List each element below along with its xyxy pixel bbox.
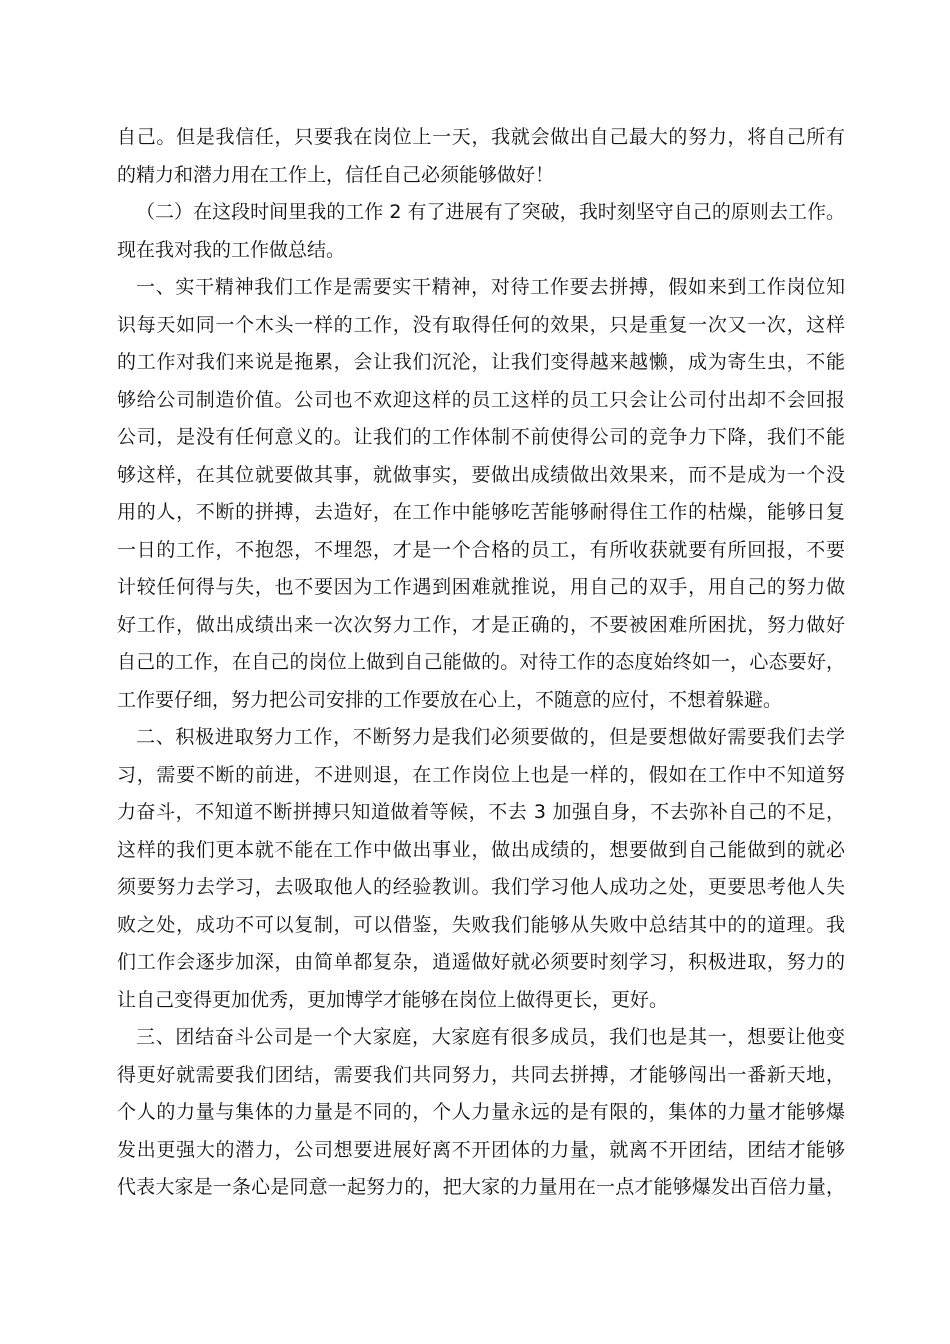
text-line: 须要努力去学习，去吸取他人的经验教训。我们学习他人成功之处，更要思考他人失 [117,876,845,898]
text-line: 的精力和潜力用在工作上，信任自己必须能够做好！ [117,163,555,186]
text-line: 败之处，成功不可以复制，可以借鉴，失败我们能够从失败中总结其中的的道理。我 [117,913,845,936]
text-line: 用的人，不断的拼搏，去造好，在工作中能够吃苦能够耐得住工作的枯燥，能够日复 [117,501,845,523]
text-line: 发出更强大的潜力，公司想要进展好离不开团体的力量，就离不开团结，团结才能够 [117,1138,845,1161]
text-line: 一、实干精神我们工作是需要实干精神，对待工作要去拼搏，假如来到工作岗位知 [136,276,845,298]
paragraph-proactive-effort [117,719,845,1019]
text-line: 这样的我们更本就不能在工作中做出事业，做出成绩的，想要做到自己能做到的就必 [117,838,845,861]
text-line: 公司，是没有任何意义的。让我们的工作体制不前使得公司的竞争力下降，我们不能 [117,426,845,448]
text-line: 够给公司制造价值。公司也不欢迎这样的员工这样的员工只会让公司付出却不会回报 [117,388,845,411]
text-line: 二、积极进取努力工作，不断努力是我们必须要做的，但是要想做好需要我们去学 [136,726,845,748]
paragraph-continuation [117,119,845,194]
text-line: 们工作会逐步加深，由简单都复杂，逍遥做好就必须要时刻学习，积极进取，努力的 [117,951,845,973]
text-line: 识每天如同一个木头一样的工作，没有取得任何的效果，只是重复一次又一次，这样 [117,313,845,336]
paragraph-practical-spirit [117,269,845,719]
paragraph-section-two-intro [117,194,845,269]
text-line: （二）在这段时间里我的工作 2 有了进展有了突破，我时刻坚守自己的原则去工作。 [136,201,845,223]
text-line: 代表大家是一条心是同意一起努力的，把大家的力量用在一点才能够爆发出百倍力量， [117,1176,845,1198]
text-line: 力奋斗，不知道不断拼搏只知道做着等候，不去 3 加强自身，不去弥补自己的不足， [117,801,845,823]
text-line: 让自己变得更加优秀，更加博学才能够在岗位上做得更长，更好。 [117,988,669,1011]
text-line: 现在我对我的工作做总结。 [117,238,346,261]
text-line: 计较任何得与失，也不要因为工作遇到困难就推说，用自己的双手，用自己的努力做 [117,576,845,598]
text-line: 工作要仔细，努力把公司安排的工作要放在心上，不随意的应付，不想着躲避。 [117,688,783,711]
text-line: 三、团结奋斗公司是一个大家庭，大家庭有很多成员，我们也是其一，想要让他变 [136,1026,845,1048]
text-line: 习，需要不断的前进，不进则退，在工作岗位上也是一样的，假如在工作中不知道努 [117,763,845,786]
text-line: 的工作对我们来说是拖累，会让我们沉沦，让我们变得越来越懒，成为寄生虫，不能 [117,351,845,373]
text-line: 得更好就需要我们团结，需要我们共同努力，共同去拼搏，才能够闯出一番新天地， [117,1063,845,1086]
text-line: 好工作，做出成绩出来一次次努力工作，才是正确的，不要被困难所困扰，努力做好 [117,613,845,636]
text-line: 个人的力量与集体的力量是不同的，个人力量永远的是有限的，集体的力量才能够爆 [117,1101,845,1123]
text-line: 一日的工作，不抱怨，不埋怨，才是一个合格的员工，有所收获就要有所回报，不要 [117,538,845,561]
text-line: 自己。但是我信任，只要我在岗位上一天，我就会做出自己最大的努力，将自己所有 [117,126,845,148]
text-line: 够这样，在其位就要做其事，就做事实，要做出成绩做出效果来，而不是成为一个没 [117,463,845,486]
text-line: 自己的工作，在自己的岗位上做到自己能做的。对待工作的态度始终如一，心态要好， [117,651,845,673]
document-body [117,119,845,1207]
paragraph-team-unity [117,1019,845,1207]
